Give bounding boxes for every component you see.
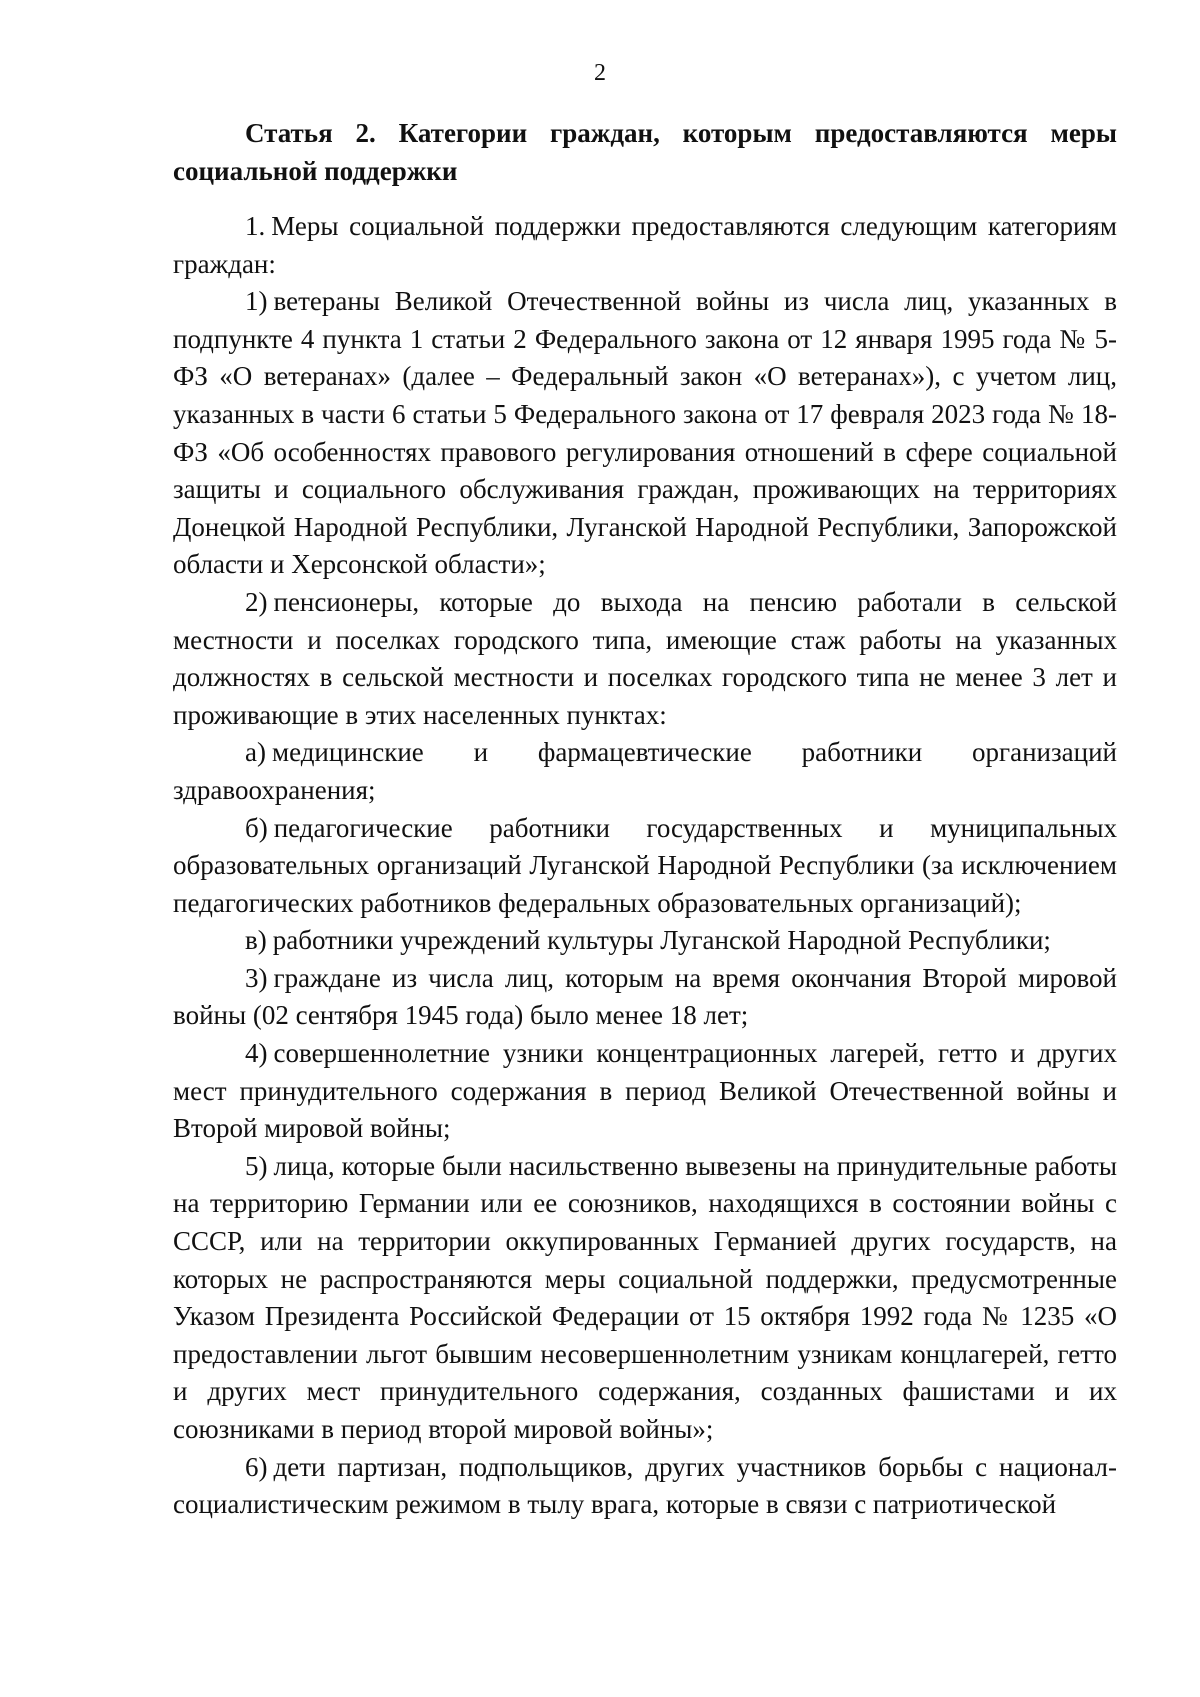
subitem-letter: в) (245, 925, 267, 956)
item-number: 2) (245, 586, 268, 617)
item-text: пенсионеры, которые до выхода на пенсию работали в сельской местности и поселках городского типа, имеющие стаж работы на указанных должностях в сельской местности и поселках городского типа не менее 3 лет и проживающие в этих населенных пунктах: (173, 586, 1117, 730)
item-5 (173, 1148, 1117, 1449)
item-text: ветераны Великой Отечественной войны из числа лиц, указанных в подпункте 4 пункта 1 статьи 2 Федерального закона от 12 января 1995 года № 5-ФЗ «О ветеранах» (далее – Федеральный закон «О ветеранах»), с учетом лиц, указанных в части 6 статьи 5 Федерального закона от 17 февраля 2023 года № 18-ФЗ «Об особенностях правового регулирования отношений в сфере социальной защиты и социального обслуживания граждан, проживающих на территориях Донецкой Народной Республики, Луганской Народной Республики, Запорожской области и Херсонской области»; (173, 286, 1117, 580)
document-body (173, 114, 1117, 1524)
item-number: 6) (245, 1451, 268, 1482)
item-text: дети партизан, подпольщиков, других участников борьбы с национал-социалистическим режимом в тылу врага, которые в связи с патриотической (173, 1451, 1117, 1520)
paragraph-text: Меры социальной поддержки предоставляются следующим категориям граждан: (173, 211, 1117, 279)
subitem-text: педагогические работники государственных и муниципальных образовательных организаций Луганской Народной Республики (за исключением педагогических работников федеральных образовательных организаций); (173, 812, 1117, 918)
item-4 (173, 1035, 1117, 1148)
paragraph-1 (173, 208, 1117, 283)
item-text: совершеннолетние узники концентрационных лагерей, гетто и других мест принудительного содержания в период Великой Отечественной войны и Второй мировой войны; (173, 1038, 1117, 1144)
item-text: лица, которые были насильственно вывезены на принудительные работы на территорию Германии или ее союзников, находящихся в состоянии войны с СССР, или на территории оккупированных Германией других государств, на которых не распространяются меры социальной поддержки, предусмотренные Указом Президента Российской Федерации от 15 октября 1992 года № 1235 «О предоставлении льгот бывшим несовершеннолетним узникам концлагерей, гетто и других мест принудительного содержания, созданных фашистами и их союзниками в период второй мировой войны»; (173, 1150, 1117, 1444)
item-text: граждане из числа лиц, которым на время окончания Второй мировой войны (02 сентября 1945 года) было менее 18 лет; (173, 962, 1117, 1031)
subitem-b (173, 810, 1117, 923)
item-2 (173, 584, 1117, 734)
item-number: 1) (245, 286, 268, 317)
item-6 (173, 1449, 1117, 1524)
item-number: 4) (245, 1038, 268, 1069)
article-title: Категории граждан, которым предоставляются меры социальной поддержки (173, 118, 1117, 186)
subitem-a (173, 734, 1117, 809)
article-heading (173, 114, 1117, 190)
item-3 (173, 960, 1117, 1035)
item-number: 5) (245, 1150, 268, 1181)
article-label: Статья 2. (245, 118, 376, 148)
item-number: 3) (245, 962, 268, 993)
subitem-letter: б) (245, 812, 268, 843)
subitem-letter: а) (245, 737, 266, 768)
page-number: 2 (594, 60, 606, 86)
subitem-text: работники учреждений культуры Луганской Народной Республики; (272, 925, 1051, 956)
subitem-v (173, 922, 1117, 960)
subitem-text: медицинские и фармацевтические работники организаций здравоохранения; (173, 737, 1117, 805)
item-1 (173, 283, 1117, 584)
paragraph-number: 1. (245, 211, 266, 241)
